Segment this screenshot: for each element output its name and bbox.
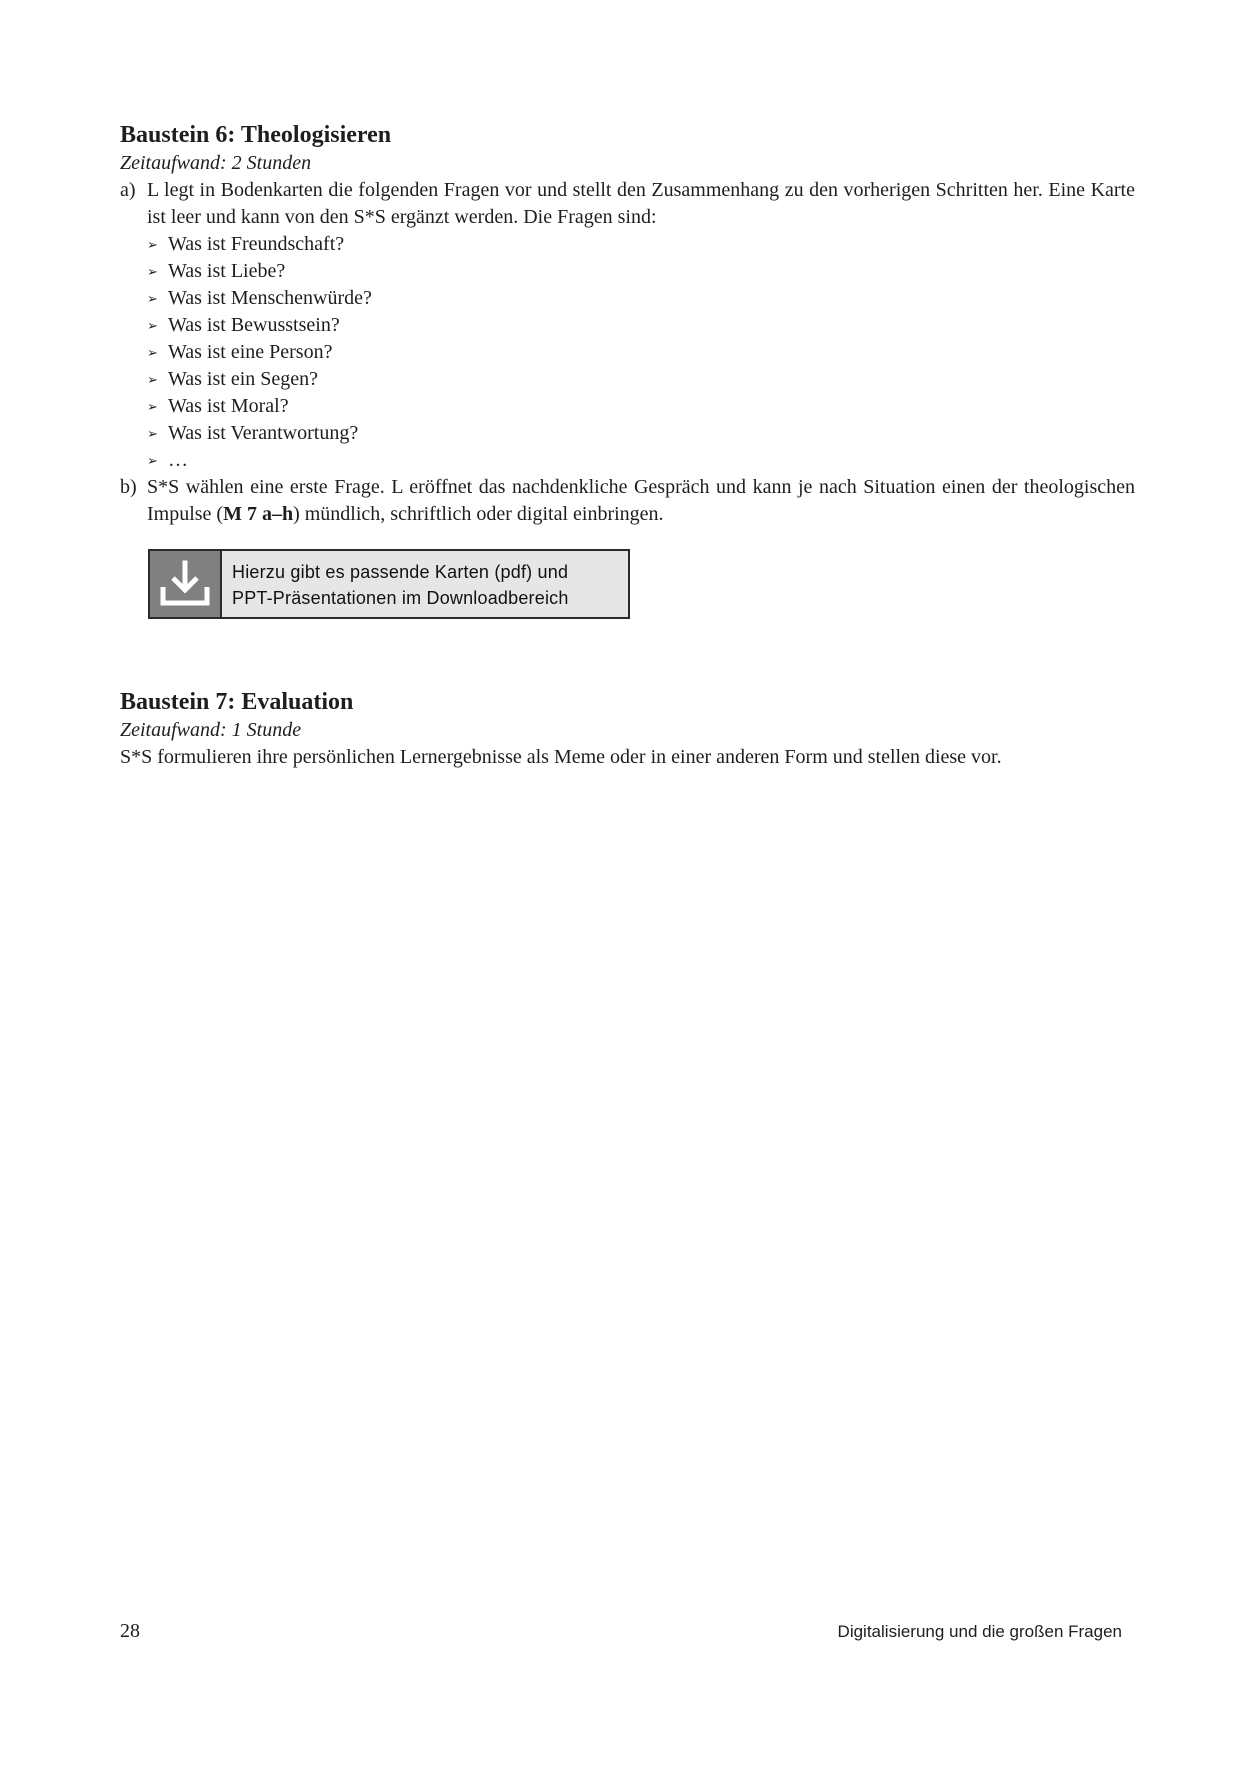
download-notice[interactable] — [148, 549, 630, 619]
arrow-bullet-icon: ➢ — [147, 291, 158, 306]
item-body — [147, 177, 1135, 474]
arrow-bullet-icon: ➢ — [147, 345, 158, 360]
arrow-bullet-icon: ➢ — [147, 426, 158, 441]
download-icon[interactable] — [150, 551, 222, 617]
list-item-b — [120, 474, 1135, 528]
arrow-bullet-icon: ➢ — [147, 318, 158, 333]
section-baustein-6 — [120, 120, 1135, 619]
arrow-bullet-icon: ➢ — [147, 453, 158, 468]
section-baustein-7 — [120, 687, 1135, 771]
list-item-a — [120, 177, 1135, 474]
section-heading: Baustein 7: Evaluation — [120, 689, 354, 715]
page-number: 28 — [120, 1620, 140, 1642]
item-marker: a) — [120, 179, 136, 201]
section-heading: Baustein 6: Theologisieren — [120, 122, 392, 148]
item-marker: b) — [120, 476, 137, 498]
question-list — [147, 231, 1135, 474]
arrow-bullet-icon: ➢ — [147, 372, 158, 387]
question-item: ➢ Was ist Verantwortung? — [147, 420, 1135, 447]
item-body — [147, 474, 1135, 528]
question-item: ➢ Was ist Menschenwürde? — [147, 285, 1135, 312]
download-line-1: Hierzu gibt es passende Karten (pdf) und — [232, 562, 569, 582]
arrow-bullet-icon: ➢ — [147, 237, 158, 252]
arrow-bullet-icon: ➢ — [147, 264, 158, 279]
download-text — [222, 551, 579, 617]
item-text: ) mündlich, schriftlich oder digital einbringen. — [293, 503, 664, 525]
question-item: ➢ Was ist Bewusstsein? — [147, 312, 1135, 339]
time-effort: Zeitaufwand: 1 Stunde — [120, 719, 302, 741]
arrow-bullet-icon: ➢ — [147, 399, 158, 414]
download-line-2: PPT-Präsentationen im Downloadbereich — [232, 588, 569, 608]
question-item: ➢ … — [147, 447, 1135, 474]
item-text: S*S wählen eine erste Frage. L eröffnet das nachdenkliche Gespräch und kann je nach Situation einen der theologischen Impulse ( — [147, 476, 1135, 525]
question-item: ➢ Was ist Freundschaft? — [147, 231, 1135, 258]
time-effort: Zeitaufwand: 2 Stunden — [120, 152, 312, 174]
item-text: L legt in Bodenkarten die folgenden Fragen vor und stellt den Zusammenhang zu den vorherigen Schritten her. Eine Karte ist leer und kann von den S*S ergänzt werden. Die Fragen sind: — [147, 179, 1135, 228]
download-icon-graphic — [157, 559, 213, 609]
material-reference: M 7 a–h — [223, 503, 294, 525]
question-item: ➢ Was ist eine Person? — [147, 339, 1135, 366]
running-footer-title: Digitalisierung und die großen Fragen — [837, 1622, 1122, 1641]
question-item: ➢ Was ist Liebe? — [147, 258, 1135, 285]
question-item: ➢ Was ist ein Segen? — [147, 366, 1135, 393]
question-item: ➢ Was ist Moral? — [147, 393, 1135, 420]
section-text: S*S formulieren ihre persönlichen Lernergebnisse als Meme oder in einer anderen Form und stellen diese vor. — [120, 746, 1002, 768]
page-content — [120, 120, 1135, 771]
